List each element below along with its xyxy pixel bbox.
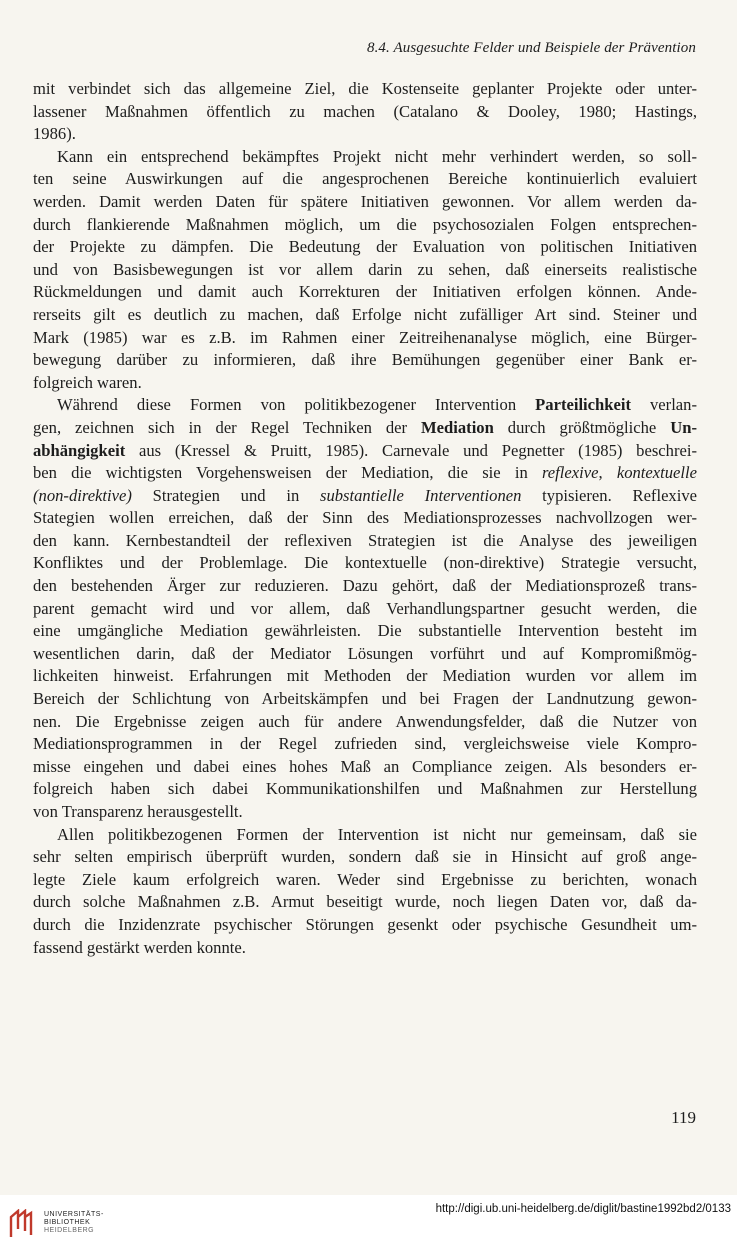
text-run: durch größtmögliche: [493, 417, 671, 437]
text-line: [33, 394, 697, 417]
digitization-footer: [0, 1195, 737, 1255]
text-run: typisieren. Reflexive: [521, 485, 697, 505]
body-text: [33, 78, 697, 959]
text-line: durch flankierende Maßnahmen möglich, um die psychosozialen Folgen entsprechen-: [33, 214, 697, 234]
text-line: durch die Inzidenzrate psychischer Störungen gesenkt oder psychische Gesundheit um-: [33, 914, 697, 934]
text-line: rerseits gilt es deutlich zu machen, daß Erfolge nicht zufälliger Art sind. Steiner und: [33, 304, 697, 324]
text-line: lassener Maßnahmen öffentlich zu machen (Catalano & Dooley, 1980; Hastings,: [33, 101, 697, 121]
text-line: nen. Die Ergebnisse zeigen auch für andere Anwendungsfelder, daß die Nutzer von: [33, 711, 697, 731]
text-line: Mediationsprogrammen in der Regel zufrieden sind, vergleichsweise viele Kompro-: [33, 734, 697, 754]
text-line: misse eingehen und dabei eines hohes Maß an Compliance zeigen. Als besonders er-: [33, 756, 697, 776]
text-line: [33, 440, 697, 463]
bold-term-mediation: Mediation: [421, 417, 494, 437]
text-run: Während diese Formen von politikbezogener Intervention: [57, 395, 536, 415]
text-line: sehr selten empirisch überprüft wurden, sondern daß sie in Hinsicht auf groß ange-: [33, 847, 697, 867]
text-line: lichkeiten hinweist. Erfahrungen mit Methoden der Mediation wurden vor allem im: [33, 666, 697, 686]
text-run: ,: [598, 463, 617, 483]
text-line: Konfliktes und der Problemlage. Die kontextuelle (non-direktive) Strategie versucht,: [33, 553, 697, 573]
text-line: bewegung darüber zu informieren, daß ihre Bemühungen gegenüber einer Bank er-: [33, 350, 697, 370]
library-name: [44, 1211, 104, 1235]
paragraph-3: [33, 394, 697, 823]
italic-term-kontextuelle: kontextuelle: [616, 463, 697, 483]
paragraph-2: [33, 146, 697, 395]
running-header: 8.4. Ausgesuchte Felder und Beispiele der Prävention: [366, 40, 696, 56]
text-line: folgreich haben sich dabei Kommunikationshilfen und Maßnahmen zur Herstellung: [33, 779, 697, 799]
text-line: [33, 417, 697, 440]
italic-term-non-direktive: (non-direktive): [33, 485, 132, 505]
library-logo-icon: [8, 1209, 34, 1239]
bold-term-parteilichkeit: Parteilichkeit: [535, 395, 631, 415]
paragraph-4: [33, 824, 697, 960]
text-line: eine umgängliche Mediation gewährleisten. Die substantielle Intervention besteht im: [33, 621, 697, 641]
text-line: Kann ein entsprechend bekämpftes Projekt nicht mehr verhindert werden, so soll-: [57, 146, 697, 166]
italic-term-substantielle: substantielle Interventionen: [320, 485, 522, 505]
text-line: Bereich der Schlichtung von Arbeitskämpfen und bei Fragen der Landnutzung gewon-: [33, 689, 697, 709]
text-line: wesentlichen darin, daß der Mediator Lösungen vorführt und auf Kompromißmög-: [33, 643, 697, 663]
bold-term-unabhaengigkeit-part2: abhängigkeit: [33, 440, 126, 460]
text-run: gen, zeichnen sich in der Regel Techniken der: [33, 417, 421, 437]
text-line: mit verbindet sich das allgemeine Ziel, die Kostenseite geplanter Projekte oder unter-: [33, 79, 697, 98]
text-line: ten seine Auswirkungen auf die angesprochenen Bereiche kontinuierlich evaluiert: [33, 169, 697, 189]
text-line: fassend gestärkt werden konnte.: [33, 937, 246, 957]
text-line: [33, 485, 697, 508]
text-line: durch solche Maßnahmen z.B. Armut beseitigt wurde, noch liegen Daten vor, daß da-: [33, 892, 697, 912]
text-line: Stategien wollen erreichen, daß der Sinn des Mediationsprozesses nachvollzogen wer-: [33, 508, 697, 528]
text-line: 1986).: [33, 124, 76, 144]
text-line: Rückmeldungen und damit auch Korrekturen der Initiativen erfolgen können. Ande-: [33, 282, 697, 302]
text-line: Allen politikbezogenen Formen der Intervention ist nicht nur gemeinsam, daß sie: [57, 824, 697, 844]
text-run: verlan-: [630, 395, 697, 415]
text-line: werden. Damit werden Daten für spätere Initiativen gewonnen. Vor allem werden da-: [33, 191, 697, 211]
library-name-line: HEIDELBERG: [44, 1227, 95, 1234]
text-line: parent gemacht wird und vor allem, daß Verhandlungspartner gesucht werden, die: [33, 598, 697, 618]
text-line: von Transparenz herausgestellt.: [33, 802, 243, 821]
italic-term-reflexive: reflexive: [541, 463, 599, 483]
library-name-line: BIBLIOTHEK: [44, 1219, 91, 1226]
text-line: der Projekte zu dämpfen. Die Bedeutung der Evaluation von politischen Initiativen: [33, 237, 697, 257]
text-line: [33, 462, 697, 485]
text-run: aus (Kressel & Pruitt, 1985). Carnevale und Pegnetter (1985) beschrei-: [125, 440, 697, 460]
text-line: folgreich waren.: [33, 372, 142, 392]
text-line: den kann. Kernbestandteil der reflexiven Strategien ist die Analyse des jeweiligen: [33, 530, 697, 550]
text-line: und von Basisbewegungen ist vor allem darin zu sehen, daß einerseits realistische: [33, 259, 697, 279]
text-run: ben die wichtigsten Vorgehensweisen der Mediation, die sie in: [33, 463, 542, 483]
permalink-url[interactable]: http://digi.ub.uni-heidelberg.de/diglit/bastine1992bd2/0133: [435, 1203, 731, 1215]
library-name-line: UNIVERSITÄTS-: [44, 1211, 104, 1218]
text-run: Strategien und in: [131, 485, 320, 505]
bold-term-unabhaengigkeit-part1: Un-: [670, 417, 697, 437]
text-line: den bestehenden Ärger zur reduzieren. Dazu gehört, daß der Mediationsprozeß trans-: [33, 576, 697, 596]
paragraph-1: [33, 78, 697, 146]
text-line: Mark (1985) war es z.B. im Rahmen einer Zeitreihenanalyse möglich, eine Bürger-: [33, 327, 697, 347]
page-number: 119: [671, 1108, 696, 1127]
text-line: legte Ziele kaum erfolgreich waren. Weder sind Ergebnisse zu berichten, wonach: [33, 869, 697, 889]
